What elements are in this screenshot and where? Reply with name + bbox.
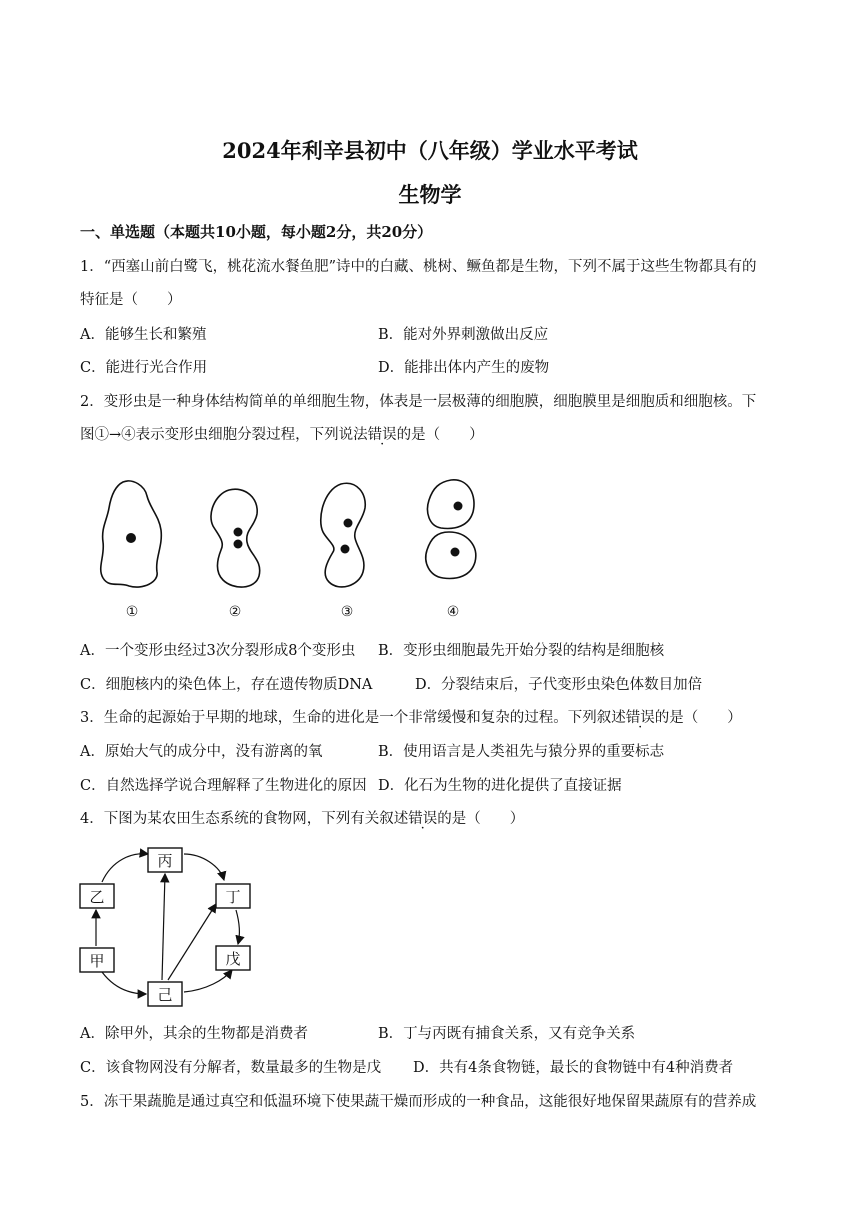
q4-option-d: D．共有4条食物链，最长的食物链中有4种消费者 bbox=[413, 1060, 734, 1076]
amoeba-cell-4 bbox=[428, 480, 475, 529]
q2-stem-post: 的是（ ） bbox=[396, 427, 484, 443]
q4-stem-pre: 4．下图为某农田生态系统的食物网，下列有关叙述 bbox=[80, 811, 409, 827]
figure-label-3: ③ bbox=[340, 604, 354, 620]
arrow-ding-to-wu bbox=[236, 910, 239, 944]
q3-stem bbox=[80, 708, 742, 728]
arrow-ji-to-wu bbox=[184, 970, 232, 992]
amoeba-nucleus bbox=[344, 519, 353, 528]
q1-stem-line1: 1．“西塞山前白鹭飞，桃花流水餐鱼肥”诗中的白藏、桃树、鳜鱼都是生物，下列不属于这些生物都具有的 bbox=[80, 259, 757, 275]
q2-option-b: B．变形虫细胞最先开始分裂的结构是细胞核 bbox=[378, 643, 665, 659]
section-heading: 一、单选题（本题共10小题，每小题2分，共20分） bbox=[80, 223, 433, 241]
food-web-label-yi: 乙 bbox=[89, 888, 105, 906]
amoeba-nucleus bbox=[454, 502, 463, 511]
exam-subject: 生物学 bbox=[398, 182, 462, 207]
q1-option-a: A．能够生长和繁殖 bbox=[80, 327, 207, 343]
q2-stem-pre: 图①→④表示变形虫细胞分裂过程，下列说法 bbox=[80, 427, 368, 443]
q4-stem-emphasis: 错误 bbox=[408, 811, 438, 827]
amoeba-division-figure bbox=[95, 476, 495, 626]
food-web-diagram bbox=[72, 840, 282, 1012]
amoeba-nucleus bbox=[234, 540, 243, 549]
figure-label-1: ① bbox=[125, 604, 139, 620]
food-web-label-ding: 丁 bbox=[225, 888, 241, 906]
amoeba-cell-3 bbox=[321, 483, 366, 587]
q2-stem-line1: 2．变形虫是一种身体结构简单的单细胞生物，体表是一层极薄的细胞膜，细胞膜里是细胞质和细胞核。下 bbox=[80, 394, 757, 410]
q2-option-c: C．细胞核内的染色体上，存在遗传物质DNA bbox=[80, 677, 373, 693]
arrow-bing-to-ding bbox=[184, 854, 224, 880]
amoeba-cell-4b bbox=[426, 532, 476, 578]
food-web-label-wu: 戊 bbox=[225, 950, 241, 968]
q3-stem-emphasis: 错误 bbox=[625, 710, 655, 726]
q4-option-a: A．除甲外，其余的生物都是消费者 bbox=[80, 1026, 308, 1042]
arrow-ji-to-ding bbox=[168, 904, 216, 980]
q2-option-d: D．分裂结束后，子代变形虫染色体数目加倍 bbox=[415, 677, 703, 693]
q4-option-b: B．丁与丙既有捕食关系，又有竞争关系 bbox=[378, 1026, 636, 1042]
q3-stem-post: 的是（ ） bbox=[654, 710, 742, 726]
amoeba-nucleus bbox=[341, 545, 350, 554]
q3-stem-pre: 3．生命的起源始于早期的地球，生命的进化是一个非常缓慢和复杂的过程。下列叙述 bbox=[80, 710, 626, 726]
arrow-jia-to-ji bbox=[102, 972, 146, 994]
arrow-yi-to-bing bbox=[102, 854, 148, 882]
food-web-label-ji: 己 bbox=[157, 986, 173, 1004]
amoeba-nucleus bbox=[451, 548, 460, 557]
q4-stem-post: 的是（ ） bbox=[437, 811, 525, 827]
q1-option-c: C．能进行光合作用 bbox=[80, 360, 208, 376]
q1-stem-line2: 特征是（ ） bbox=[80, 292, 182, 308]
figure-label-4: ④ bbox=[446, 604, 460, 620]
q2-stem-emphasis: 错误 bbox=[367, 427, 397, 443]
q2-stem-line2 bbox=[80, 425, 484, 445]
q3-option-a: A．原始大气的成分中，没有游离的氧 bbox=[80, 744, 323, 760]
exam-title: 2024年利辛县初中（八年级）学业水平考试 bbox=[222, 138, 638, 163]
food-web-label-bing: 丙 bbox=[157, 852, 173, 870]
q5-stem-line1: 5．冻干果蔬脆是通过真空和低温环境下使果蔬干燥而形成的一种食品，这能很好地保留果蔬原有的营养成 bbox=[80, 1094, 757, 1110]
q4-option-c: C．该食物网没有分解者，数量最多的生物是戊 bbox=[80, 1060, 382, 1076]
food-web-label-jia: 甲 bbox=[89, 952, 105, 970]
amoeba-nucleus bbox=[234, 528, 243, 537]
arrow-ji-to-bing bbox=[162, 874, 165, 980]
figure-label-2: ② bbox=[228, 604, 242, 620]
q3-option-b: B．使用语言是人类祖先与猿分界的重要标志 bbox=[378, 744, 665, 760]
amoeba-nucleus bbox=[126, 533, 136, 543]
q3-option-d: D．化石为生物的进化提供了直接证据 bbox=[378, 778, 622, 794]
q1-option-b: B．能对外界刺激做出反应 bbox=[378, 327, 549, 343]
q3-option-c: C．自然选择学说合理解释了生物进化的原因 bbox=[80, 778, 367, 794]
q1-option-d: D．能排出体内产生的废物 bbox=[378, 360, 550, 376]
amoeba-cell-2 bbox=[211, 489, 260, 587]
q2-option-a: A．一个变形虫经过3次分裂形成8个变形虫 bbox=[80, 643, 356, 659]
q4-stem bbox=[80, 809, 524, 829]
